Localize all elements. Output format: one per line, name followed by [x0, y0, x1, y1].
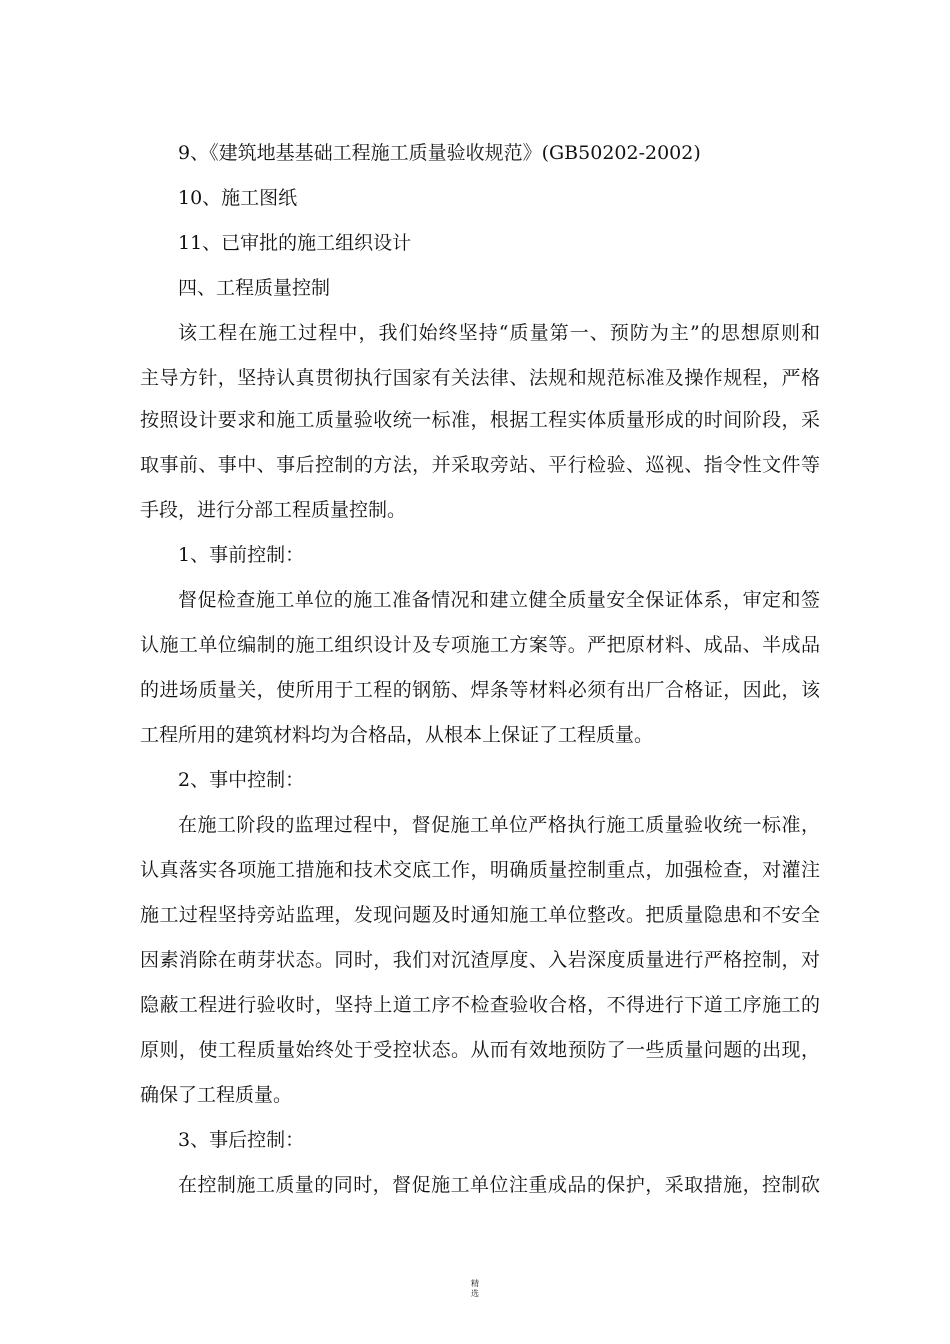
text-line: 取事前、事中、事后控制的方法，并采取旁站、平行检验、巡视、指令性文件等 — [140, 454, 820, 476]
text-line: 施工过程坚持旁站监理，发现问题及时通知施工单位整改。把质量隐患和不安全 — [140, 904, 820, 926]
text-line: 隐蔽工程进行验收时，坚持上道工序不检查验收合格，不得进行下道工序施工的 — [140, 994, 820, 1016]
footer-line-2: 选 — [471, 1289, 479, 1298]
text-line: 因素消除在萌芽状态。同时，我们对沉渣厚度、入岩深度质量进行严格控制，对 — [140, 949, 820, 971]
text-line: 手段，进行分部工程质量控制。 — [140, 499, 407, 521]
text-line: 在施工阶段的监理过程中，督促施工单位严格执行施工质量验收统一标准， — [178, 814, 820, 836]
text-line: 主导方针，坚持认真贯彻执行国家有关法律、法规和规范标准及操作规程，严格 — [140, 367, 820, 389]
text-line: 原则，使工程质量始终处于受控状态。从而有效地预防了一些质量问题的出现， — [140, 1039, 820, 1061]
text-line: 的进场质量关，使所用于工程的钢筋、焊条等材料必须有出厂合格证，因此，该 — [140, 679, 820, 701]
text-line: 按照设计要求和施工质量验收统一标准，根据工程实体质量形成的时间阶段，采 — [140, 409, 820, 431]
text-line: 1、事前控制： — [178, 544, 305, 566]
text-line: 四、工程质量控制 — [178, 277, 331, 299]
text-line: 认真落实各项施工措施和技术交底工作，明确质量控制重点，加强检查，对灌注 — [140, 859, 820, 881]
page-footer — [465, 1279, 485, 1299]
text-line: 在控制施工质量的同时，督促施工单位注重成品的保护，采取措施，控制砍 — [178, 1174, 820, 1196]
text-line: 该工程在施工过程中，我们始终坚持“质量第一、预防为主”的思想原则和 — [178, 322, 820, 344]
text-line: 3、事后控制： — [178, 1129, 305, 1151]
text-line: 工程所用的建筑材料均为合格品，从根本上保证了工程质量。 — [140, 724, 654, 746]
text-line: 9、《建筑地基基础工程施工质量验收规范》(GB50202-2002) — [178, 142, 701, 164]
text-line: 2、事中控制： — [178, 769, 305, 791]
footer-line-1: 精 — [471, 1279, 479, 1288]
text-line: 认施工单位编制的施工组织设计及专项施工方案等。严把原材料、成品、半成品 — [140, 634, 820, 656]
text-line: 10、施工图纸 — [178, 187, 298, 209]
text-line: 11、已审批的施工组织设计 — [178, 232, 412, 254]
text-line: 督促检查施工单位的施工准备情况和建立健全质量安全保证体系，审定和签 — [178, 589, 820, 611]
text-line: 确保了工程质量。 — [140, 1084, 293, 1106]
